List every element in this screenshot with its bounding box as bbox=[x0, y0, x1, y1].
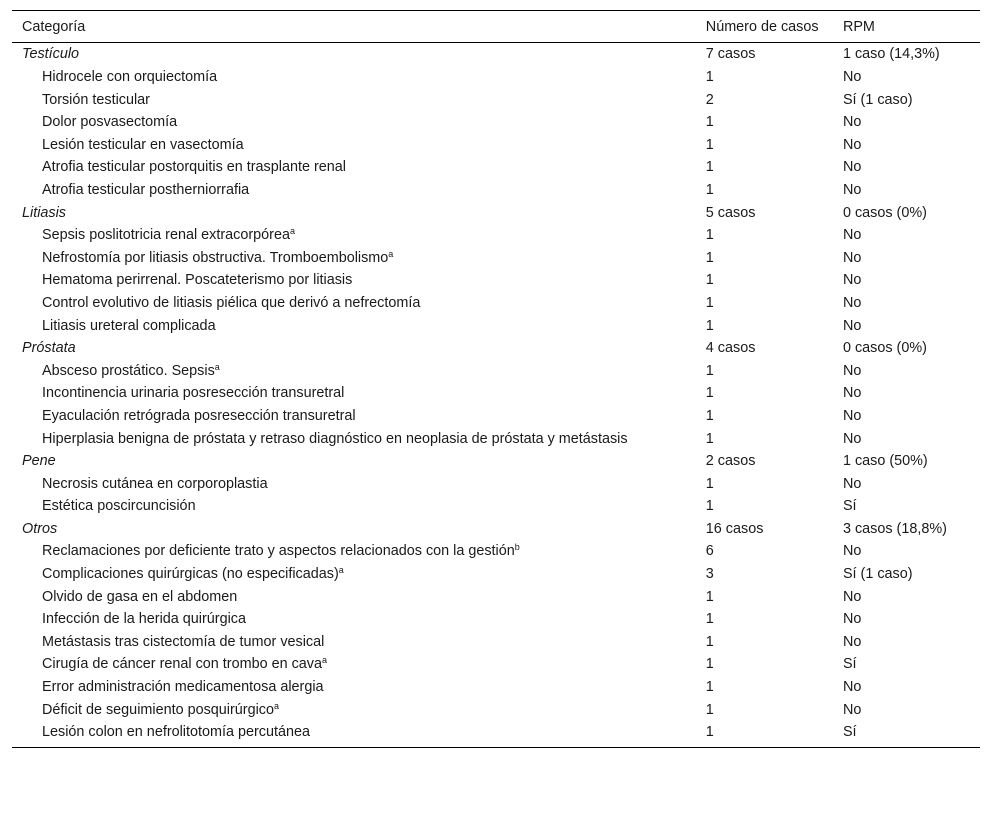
row-rpm: 1 caso (14,3%) bbox=[842, 46, 940, 63]
category-label: Testículo bbox=[22, 46, 80, 63]
category-label: Otros bbox=[22, 520, 58, 537]
row-rpm: No bbox=[842, 588, 862, 605]
row-label-cell bbox=[12, 293, 704, 316]
header-rpm: RPM bbox=[842, 19, 875, 35]
row-count: 3 bbox=[705, 566, 714, 583]
row-label: Sepsis poslitotricia renal extracorpórea bbox=[42, 227, 290, 244]
row-label: Déficit de seguimiento posquirúrgico bbox=[42, 701, 274, 718]
table-row bbox=[12, 248, 980, 271]
row-label: Complicaciones quirúrgicas (no especificadas) bbox=[42, 566, 339, 583]
row-count: 1 bbox=[705, 114, 714, 131]
row-label: Torsión testicular bbox=[42, 91, 150, 108]
row-count: 1 bbox=[705, 611, 714, 628]
row-rpm: No bbox=[842, 136, 862, 153]
row-label-cell bbox=[12, 587, 704, 610]
row-count: 1 bbox=[705, 385, 714, 402]
row-label: Necrosis cutánea en corporoplastia bbox=[42, 475, 268, 492]
row-label-cell bbox=[12, 609, 704, 632]
row-count: 1 bbox=[705, 588, 714, 605]
row-rpm: No bbox=[842, 227, 862, 244]
row-label-cell bbox=[12, 632, 704, 655]
row-rpm: Sí bbox=[842, 724, 857, 741]
row-label: Nefrostomía por litiasis obstructiva. Tromboembolismo bbox=[42, 249, 389, 266]
row-count: 1 bbox=[705, 679, 714, 696]
row-label-cell bbox=[12, 406, 704, 429]
footnote-marker: a bbox=[273, 700, 279, 711]
row-rpm: No bbox=[842, 475, 862, 492]
row-label: Infección de la herida quirúrgica bbox=[42, 611, 246, 628]
row-count: 1 bbox=[705, 430, 714, 447]
table-row bbox=[12, 180, 980, 203]
category-row bbox=[12, 338, 980, 361]
row-label-cell bbox=[12, 429, 704, 452]
row-count: 1 bbox=[705, 317, 714, 334]
row-rpm: No bbox=[842, 114, 862, 131]
footnote-marker: b bbox=[514, 542, 520, 553]
category-row bbox=[12, 203, 980, 226]
row-count: 1 bbox=[705, 475, 714, 492]
row-label-cell bbox=[12, 700, 704, 723]
row-rpm: No bbox=[842, 181, 862, 198]
row-label: Lesión colon en nefrolitotomía percutánea bbox=[42, 724, 311, 741]
table-row bbox=[12, 361, 980, 384]
row-label-cell bbox=[12, 135, 704, 158]
table-row bbox=[12, 541, 980, 564]
row-count: 1 bbox=[705, 249, 714, 266]
row-label-cell bbox=[12, 677, 704, 700]
row-label: Olvido de gasa en el abdomen bbox=[42, 588, 238, 605]
row-rpm: No bbox=[842, 272, 862, 289]
category-label: Litiasis bbox=[22, 204, 66, 221]
row-rpm: No bbox=[842, 159, 862, 176]
row-label-cell bbox=[12, 654, 704, 677]
row-label: Hiperplasia benigna de próstata y retraso diagnóstico en neoplasia de próstata y metástasis bbox=[42, 430, 628, 447]
row-count: 1 bbox=[705, 498, 714, 515]
row-label-cell bbox=[12, 67, 704, 90]
row-count: 1 bbox=[705, 181, 714, 198]
category-label: Próstata bbox=[22, 340, 76, 357]
header-row bbox=[12, 11, 980, 43]
row-label-cell bbox=[12, 496, 704, 519]
table-row bbox=[12, 112, 980, 135]
row-rpm: No bbox=[842, 294, 862, 311]
row-rpm: No bbox=[842, 611, 862, 628]
row-label: Metástasis tras cistectomía de tumor vesical bbox=[42, 633, 325, 650]
row-label: Absceso prostático. Sepsis bbox=[42, 362, 215, 379]
row-rpm: No bbox=[842, 362, 862, 379]
row-count: 2 bbox=[705, 91, 714, 108]
row-label: Litiasis ureteral complicada bbox=[42, 317, 216, 334]
row-label: Estética poscircuncisión bbox=[42, 498, 196, 515]
row-rpm: No bbox=[842, 679, 862, 696]
header-numero-casos: Número de casos bbox=[705, 19, 819, 35]
row-count: 4 casos bbox=[705, 340, 756, 357]
row-count: 16 casos bbox=[705, 520, 764, 537]
row-count: 1 bbox=[705, 407, 714, 424]
row-count: 1 bbox=[705, 227, 714, 244]
row-rpm: No bbox=[842, 249, 862, 266]
row-label-cell bbox=[12, 157, 704, 180]
footnote-marker: a bbox=[289, 226, 295, 237]
table-row bbox=[12, 270, 980, 293]
table-row bbox=[12, 474, 980, 497]
table-row bbox=[12, 225, 980, 248]
row-count: 1 bbox=[705, 159, 714, 176]
row-label: Eyaculación retrógrada posresección transuretral bbox=[42, 407, 356, 424]
row-count: 6 bbox=[705, 543, 714, 560]
row-rpm: No bbox=[842, 430, 862, 447]
row-rpm: Sí bbox=[842, 498, 857, 515]
row-label: Cirugía de cáncer renal con trombo en cava bbox=[42, 656, 322, 673]
row-label-cell bbox=[12, 519, 704, 542]
row-label-cell bbox=[12, 180, 704, 203]
row-label: Incontinencia urinaria posresección transuretral bbox=[42, 385, 345, 402]
row-rpm: Sí (1 caso) bbox=[842, 566, 913, 583]
header-categoria: Categoría bbox=[22, 19, 86, 35]
row-label-cell bbox=[12, 316, 704, 339]
row-label-cell bbox=[12, 43, 704, 67]
row-count: 5 casos bbox=[705, 204, 756, 221]
row-label-cell bbox=[12, 270, 704, 293]
row-label-cell bbox=[12, 451, 704, 474]
table-row bbox=[12, 587, 980, 610]
row-label: Atrofia testicular postherniorrafia bbox=[42, 181, 250, 198]
table-row bbox=[12, 429, 980, 452]
row-rpm: Sí bbox=[842, 656, 857, 673]
row-count: 2 casos bbox=[705, 453, 756, 470]
row-label: Lesión testicular en vasectomía bbox=[42, 136, 244, 153]
table-row bbox=[12, 157, 980, 180]
row-label: Reclamaciones por deficiente trato y aspectos relacionados con la gestión bbox=[42, 543, 515, 560]
footnote-marker: a bbox=[338, 565, 344, 576]
footnote-marker: a bbox=[214, 361, 220, 372]
row-label: Hematoma perirrenal. Poscateterismo por litiasis bbox=[42, 272, 353, 289]
row-label: Atrofia testicular postorquitis en trasplante renal bbox=[42, 159, 346, 176]
row-label-cell bbox=[12, 112, 704, 135]
row-label-cell bbox=[12, 564, 704, 587]
row-label: Hidrocele con orquiectomía bbox=[42, 69, 218, 85]
category-row bbox=[12, 43, 980, 67]
row-rpm: No bbox=[842, 385, 862, 402]
category-row bbox=[12, 451, 980, 474]
row-count: 1 bbox=[705, 294, 714, 311]
row-label-cell bbox=[12, 225, 704, 248]
footnote-marker: a bbox=[321, 655, 327, 666]
table-row bbox=[12, 293, 980, 316]
row-count: 1 bbox=[705, 656, 714, 673]
table-body bbox=[12, 43, 980, 747]
row-count: 1 bbox=[705, 701, 714, 718]
row-label: Error administración medicamentosa alergia bbox=[42, 679, 324, 696]
table-row bbox=[12, 564, 980, 587]
table-row bbox=[12, 406, 980, 429]
row-label-cell bbox=[12, 383, 704, 406]
row-count: 1 bbox=[705, 633, 714, 650]
table-row bbox=[12, 609, 980, 632]
category-row bbox=[12, 519, 980, 542]
row-rpm: Sí (1 caso) bbox=[842, 91, 913, 108]
row-rpm: 1 caso (50%) bbox=[842, 453, 928, 470]
row-count: 1 bbox=[705, 724, 714, 741]
cases-table bbox=[12, 10, 980, 748]
row-rpm: No bbox=[842, 407, 862, 424]
row-count: 1 bbox=[705, 136, 714, 153]
row-rpm: No bbox=[842, 633, 862, 650]
row-count: 7 casos bbox=[705, 46, 756, 63]
row-rpm: No bbox=[842, 317, 862, 334]
row-label-cell bbox=[12, 248, 704, 271]
table-row bbox=[12, 677, 980, 700]
table-row bbox=[12, 654, 980, 677]
row-label-cell bbox=[12, 722, 704, 747]
row-rpm: No bbox=[842, 701, 862, 718]
row-count: 1 bbox=[705, 69, 714, 85]
row-label-cell bbox=[12, 203, 704, 226]
table-row bbox=[12, 722, 980, 747]
row-rpm: 3 casos (18,8%) bbox=[842, 520, 947, 537]
row-label-cell bbox=[12, 541, 704, 564]
row-label-cell bbox=[12, 338, 704, 361]
row-label-cell bbox=[12, 361, 704, 384]
row-label-cell bbox=[12, 474, 704, 497]
table-row bbox=[12, 90, 980, 113]
category-label: Pene bbox=[22, 453, 56, 470]
row-label: Control evolutivo de litiasis piélica que derivó a nefrectomía bbox=[42, 294, 421, 311]
footnote-marker: a bbox=[388, 248, 394, 259]
row-label-cell bbox=[12, 90, 704, 113]
row-label: Dolor posvasectomía bbox=[42, 114, 178, 131]
row-count: 1 bbox=[705, 362, 714, 379]
table-row bbox=[12, 135, 980, 158]
table-row bbox=[12, 632, 980, 655]
row-rpm: 0 casos (0%) bbox=[842, 340, 927, 357]
table-row bbox=[12, 700, 980, 723]
row-rpm: No bbox=[842, 69, 862, 85]
row-rpm: No bbox=[842, 543, 862, 560]
table-row bbox=[12, 67, 980, 90]
table-row bbox=[12, 496, 980, 519]
row-rpm: 0 casos (0%) bbox=[842, 204, 927, 221]
table-row bbox=[12, 316, 980, 339]
table-row bbox=[12, 383, 980, 406]
row-count: 1 bbox=[705, 272, 714, 289]
